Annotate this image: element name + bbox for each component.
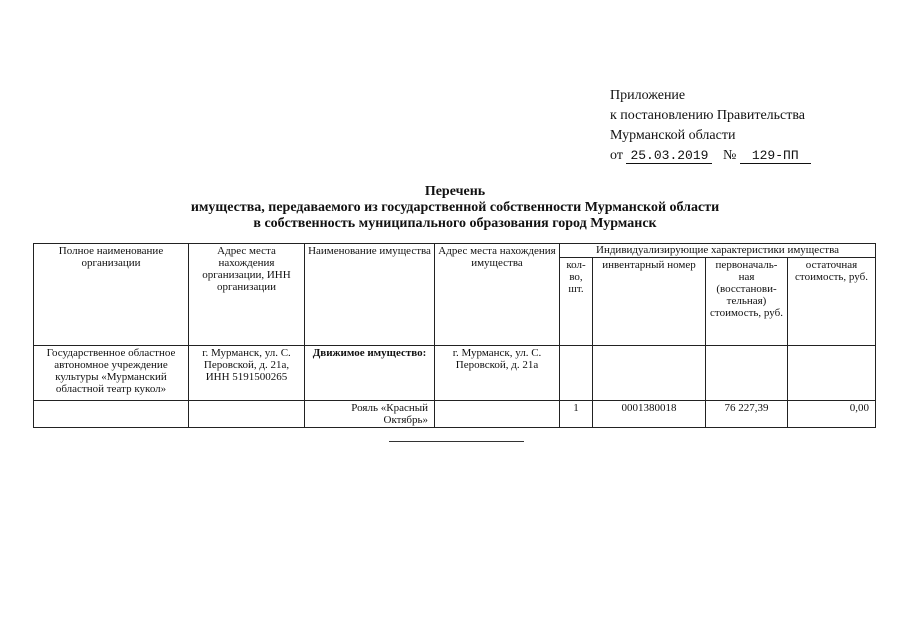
table-row — [34, 401, 876, 428]
header-residual-cost: остаточная стоимость, руб. — [788, 258, 876, 346]
cell-org-name: Государственное областное автономное учреждение культуры «Мурманский областной театр кукол» — [34, 346, 189, 401]
heading-title: Перечень — [424, 184, 486, 199]
number-prefix: № — [722, 148, 737, 163]
header-org-address: Адрес места нахождения организации, ИНН организации — [189, 244, 305, 346]
date-prefix: от — [610, 148, 623, 163]
cell-empty — [435, 401, 560, 428]
header-property-address: Адрес места нахождения имущества — [435, 244, 560, 346]
appendix-line-3: Мурманской области — [610, 128, 736, 143]
cell-item-name: Рояль «Красный Октябрь» — [305, 401, 435, 428]
decree-date: 25.03.2019 — [626, 149, 712, 164]
header-qty: кол-во, шт. — [560, 258, 593, 346]
heading-line-3: в собственность муниципального образования город Мурманск — [253, 216, 657, 231]
cell-org-address: г. Мурманск, ул. С. Перовской, д. 21а, ИНН 5191500265 — [189, 346, 305, 401]
heading-line-2: имущества, передаваемого из государственной собственности Мурманской области — [190, 200, 720, 215]
appendix-title: Приложение — [610, 88, 686, 103]
cell-empty — [560, 346, 593, 401]
header-property-name: Наименование имущества — [305, 244, 435, 346]
appendix-block — [610, 86, 811, 166]
header-org-name: Полное наименование организации — [34, 244, 189, 346]
cell-empty — [189, 401, 305, 428]
header-characteristics-group: Индивидуализирующие характеристики имущества — [560, 244, 876, 258]
property-table — [33, 243, 876, 428]
cell-item-inventory: 0001380018 — [593, 401, 706, 428]
appendix-line-2: к постановлению Правительства — [610, 108, 806, 123]
cell-empty — [593, 346, 706, 401]
cell-empty — [706, 346, 788, 401]
decree-number: 129-ПП — [740, 149, 811, 164]
cell-item-initial-cost: 76 227,39 — [706, 401, 788, 428]
cell-property-category: Движимое имущество: — [305, 346, 435, 401]
cell-item-qty: 1 — [560, 401, 593, 428]
cell-property-address: г. Мурманск, ул. С. Перовской, д. 21а — [435, 346, 560, 401]
header-initial-cost: первоначаль-ная (восстанови-тельная) стоимость, руб. — [706, 258, 788, 346]
appendix-date-line — [610, 146, 811, 166]
cell-item-residual-cost: 0,00 — [788, 401, 876, 428]
header-inventory-number: инвентарный номер — [593, 258, 706, 346]
closing-line — [389, 441, 524, 442]
document-heading — [140, 184, 770, 232]
table-row — [34, 346, 876, 401]
cell-empty — [788, 346, 876, 401]
cell-empty — [34, 401, 189, 428]
